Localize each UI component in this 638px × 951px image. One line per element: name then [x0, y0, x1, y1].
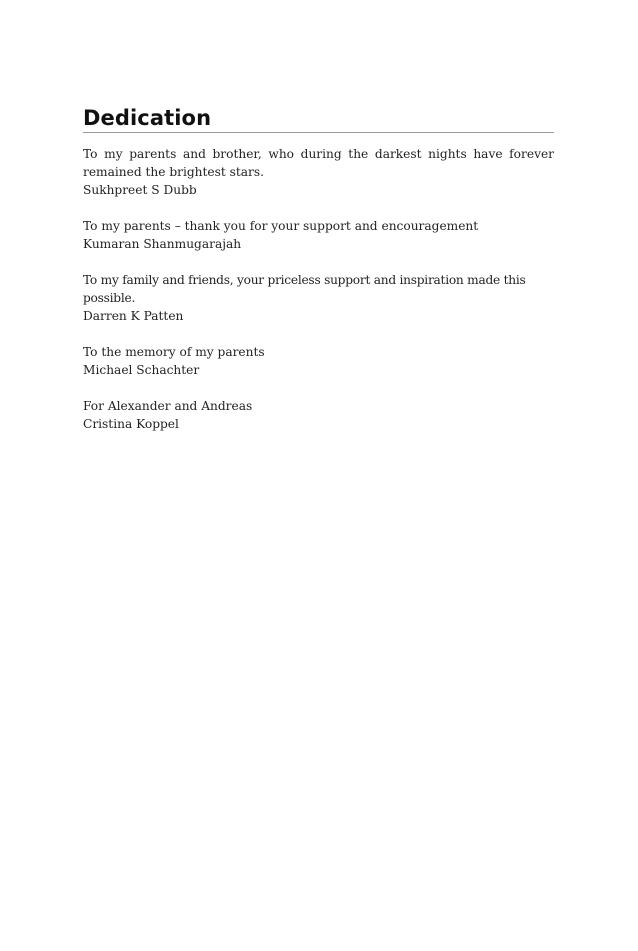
dedication-entry — [83, 343, 554, 379]
dedication-author: Cristina Koppel — [83, 417, 179, 431]
dedication-list — [83, 145, 554, 451]
page-title: Dedication — [83, 106, 212, 130]
dedication-author: Sukhpreet S Dubb — [83, 183, 197, 197]
dedication-entry — [83, 145, 554, 199]
dedication-text: To my family and friends, your priceless support and inspiration made this possible. — [83, 273, 526, 305]
dedication-entry — [83, 397, 554, 433]
dedication-text: To my parents and brother, who during the darkest nights have forever remained the brightest stars. — [83, 147, 554, 179]
dedication-entry — [83, 217, 554, 253]
dedication-author: Michael Schachter — [83, 363, 200, 377]
dedication-author: Darren K Patten — [83, 309, 184, 323]
dedication-text: To the memory of my parents — [83, 345, 265, 359]
dedication-text: For Alexander and Andreas — [83, 399, 253, 413]
dedication-page — [83, 0, 554, 951]
dedication-text: To my parents – thank you for your support and encouragement — [83, 219, 479, 233]
dedication-entry — [83, 271, 554, 325]
dedication-author: Kumaran Shanmugarajah — [83, 237, 242, 251]
title-divider — [83, 132, 554, 133]
